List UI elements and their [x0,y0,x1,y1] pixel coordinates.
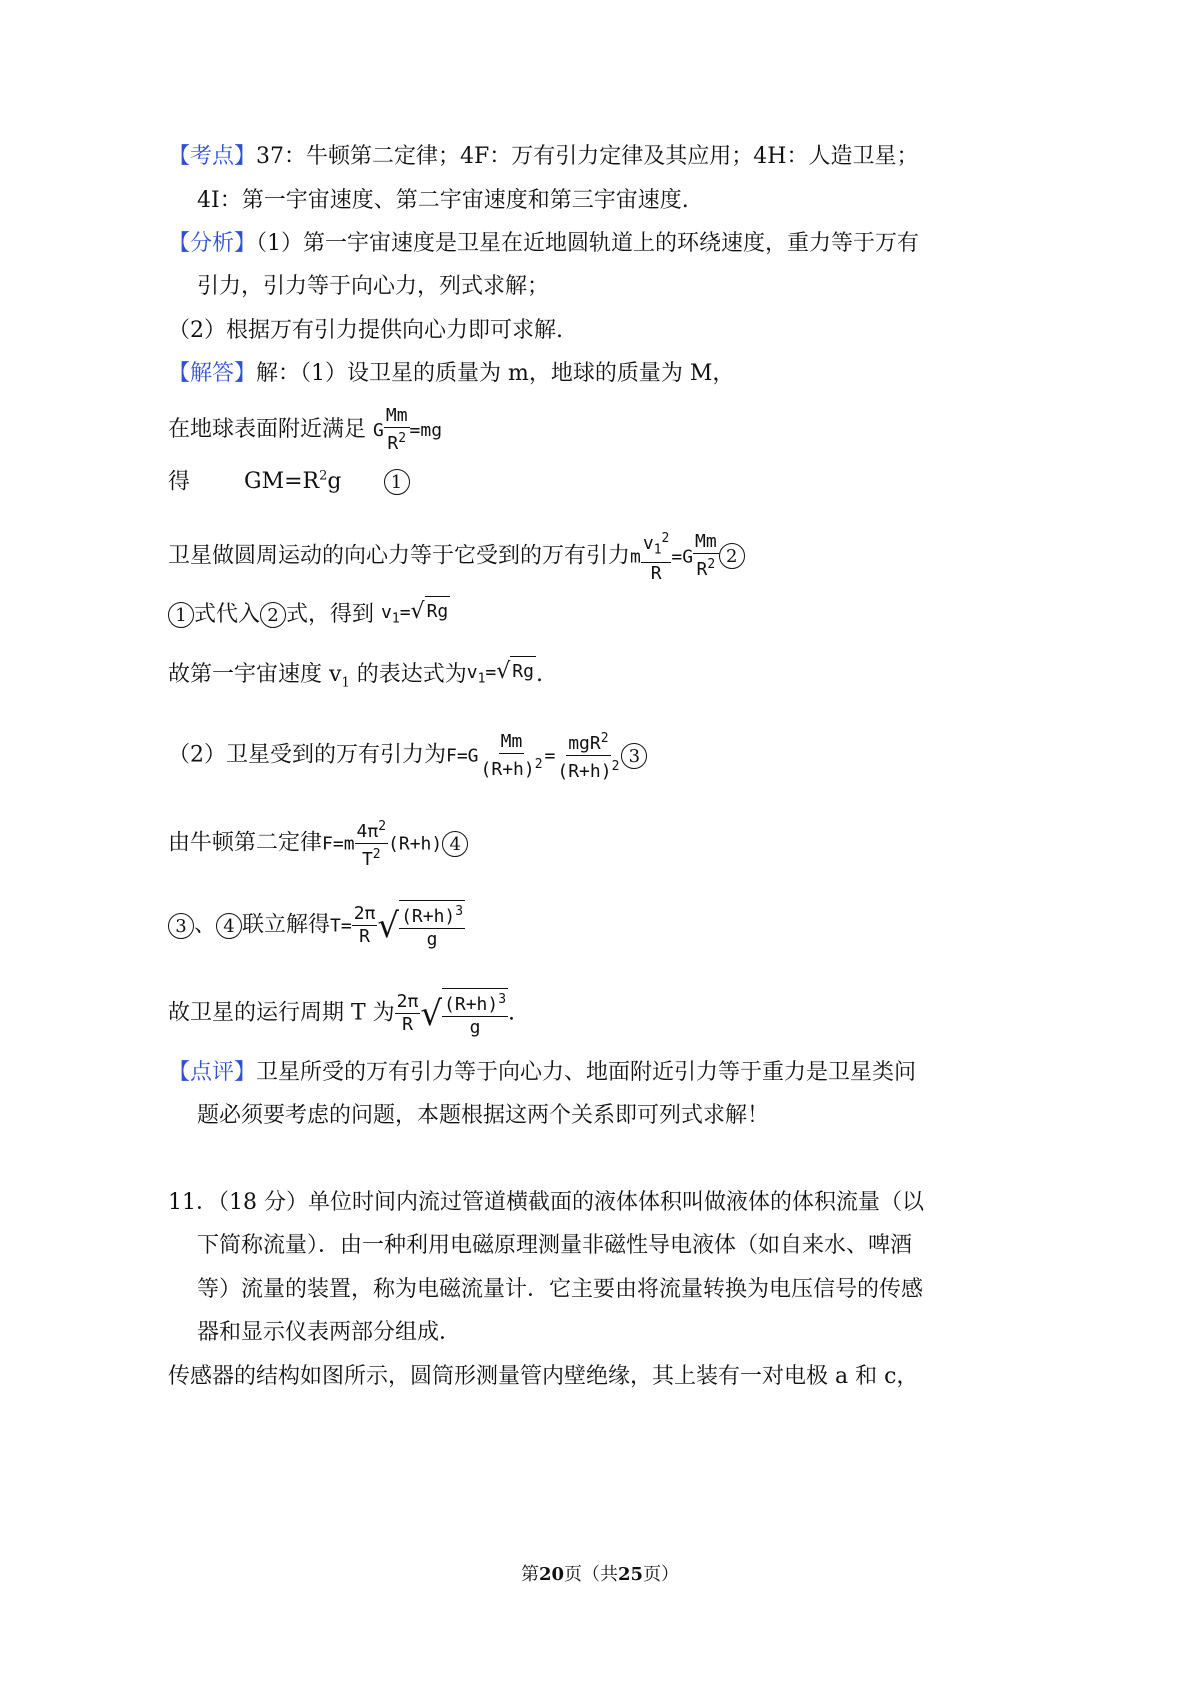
fenxi-text-3: （2）根据万有引力提供向心力即可求解. [168,318,563,343]
footer-page-number: 20 [538,1564,564,1585]
jieda-l10-text: 故卫星的运行周期 T 为 [168,1000,395,1026]
jieda-l4-text: 卫星做圆周运动的向心力等于它受到的万有引力 [168,543,631,569]
kaodian-line-2 [197,186,689,216]
fenxi-line-1 [168,229,919,259]
jieda-line-6 [168,656,543,698]
circled-number-2b: 2 [260,602,286,628]
kaodian-line-1 [168,142,918,172]
q11-text-3: 等）流量的装置，称为电磁流量计．它主要由将流量转换为电压信号的传感 [197,1277,924,1302]
jieda-l6-pre: 故第一宇宙速度 v [168,662,342,688]
q11-line-1 [168,1188,924,1218]
formula-gravity-force: F=G $\frac{Mm}{(R+h)^2}$ = $\frac{mgR^2}{(R+h)^2}$ [446,728,621,783]
jieda-l6-end: . [535,662,543,688]
q11-text-2: 下简称流量）．由一种利用电磁原理测量非磁性导电液体（如自来水、啤酒 [197,1233,913,1258]
q11-line-3 [197,1275,923,1305]
circled-number-2: 2 [719,543,745,569]
jieda-line-2 [168,405,442,455]
q11-text-5: 传感器的结构如图所示，圆筒形测量管内壁绝缘，其上装有一对电极 a 和 c， [168,1364,919,1389]
dianping-line-2 [197,1101,769,1131]
jieda-l10-end: . [508,1000,516,1026]
jieda-l6-mid: 的表达式为 [349,662,467,688]
fenxi-line-2 [197,272,549,302]
fenxi-line-3 [168,316,563,346]
jieda-line-7 [168,728,647,783]
footer-total-pages: 25 [618,1564,644,1585]
q11-text-4: 器和显示仪表两部分组成． [197,1320,462,1345]
formula-v1-result: $v_1=$ √ Rg [467,656,536,694]
jieda-l5-post: 式，得到 [286,602,375,628]
formula-gravity-surface: G $\frac{Mm}{R^2}$ =mg [373,405,443,454]
dianping-text-2: 题必须要考虑的问题，本题根据这两个关系即可列式求解！ [197,1103,770,1128]
jieda-l2-text: 在地球表面附近满足 [168,417,367,442]
jieda-line-10 [168,988,515,1039]
dianping-text-1: 卫星所受的万有引力等于向心力、地面附近引力等于重力是卫星类问 [256,1060,917,1085]
jieda-l3-text: 得 [168,469,191,495]
q11-line-2 [197,1231,912,1261]
formula-centripetal: m $\frac{v_1^2}{R}$ =G $\frac{Mm}{R^2}$ [630,528,719,585]
formula-period-result: $\frac{2\pi}{R}$ √ $\frac{(R+h)^3}{g}$ [395,988,508,1039]
jieda-l6-sub: 1 [341,675,350,691]
kaodian-text-2: 4I：第一宇宙速度、第二宇宙速度和第三宇宙速度. [197,188,689,213]
q11-line-5 [168,1362,918,1392]
fenxi-tag: 【分析】 [168,231,257,256]
formula-gm: $GM=R^2g$ [244,469,342,495]
footer-post: 页） [643,1564,680,1585]
circled-number-4b: 4 [216,913,242,939]
q11-text-1: 11．（18 分）单位时间内流过管道横截面的液体体积叫做液体的体积流量（以 [168,1190,924,1215]
formula-period: T= $\frac{2\pi}{R}$ √ $\frac{(R+h)^3}{g}$ [330,900,465,951]
footer-mid: 页（共 [564,1564,618,1585]
jieda-l5-mid: 式代入 [194,602,261,628]
jieda-tag: 【解答】 [168,361,257,386]
jieda-l9-post: 联立解得 [242,912,331,938]
jieda-line-4 [168,528,745,585]
fenxi-text-1: （1）第一宇宙速度是卫星在近地圆轨道上的环绕速度，重力等于万有 [256,231,920,256]
dianping-tag: 【点评】 [168,1060,257,1085]
circled-number-3b: 3 [168,913,194,939]
jieda-l8-text: 由牛顿第二定律 [168,830,323,856]
footer-pre: 第 [520,1564,539,1585]
circled-number-4: 4 [442,831,468,857]
q11-line-4 [197,1318,461,1348]
jieda-line-3 [168,462,410,497]
jieda-line-5 [168,596,450,634]
fenxi-text-2: 引力，引力等于向心力，列式求解； [197,274,550,299]
circled-number-1b: 1 [168,602,194,628]
kaodian-text-1: 37：牛顿第二定律；4F：万有引力定律及其应用；4H：人造卫星； [256,144,919,169]
jieda-line-1 [168,359,734,389]
formula-newton-second: F=m $\frac{4\pi^2}{T^2}$ (R+h) [322,816,442,871]
jieda-line-8 [168,816,468,871]
kaodian-tag: 【考点】 [168,144,257,169]
jieda-text-1: 解：（1）设卫星的质量为 m，地球的质量为 M， [256,361,735,386]
jieda-l7-text: （2）卫星受到的万有引力为 [168,742,446,768]
page-footer [0,1560,1200,1586]
jieda-l9-mid: 、 [194,912,217,938]
jieda-line-9 [168,900,465,951]
formula-v1: $v_1=$ √ Rg [381,596,450,634]
circled-number-3: 3 [621,743,647,769]
dianping-line-1 [168,1058,916,1088]
circled-number-1: 1 [384,469,410,495]
